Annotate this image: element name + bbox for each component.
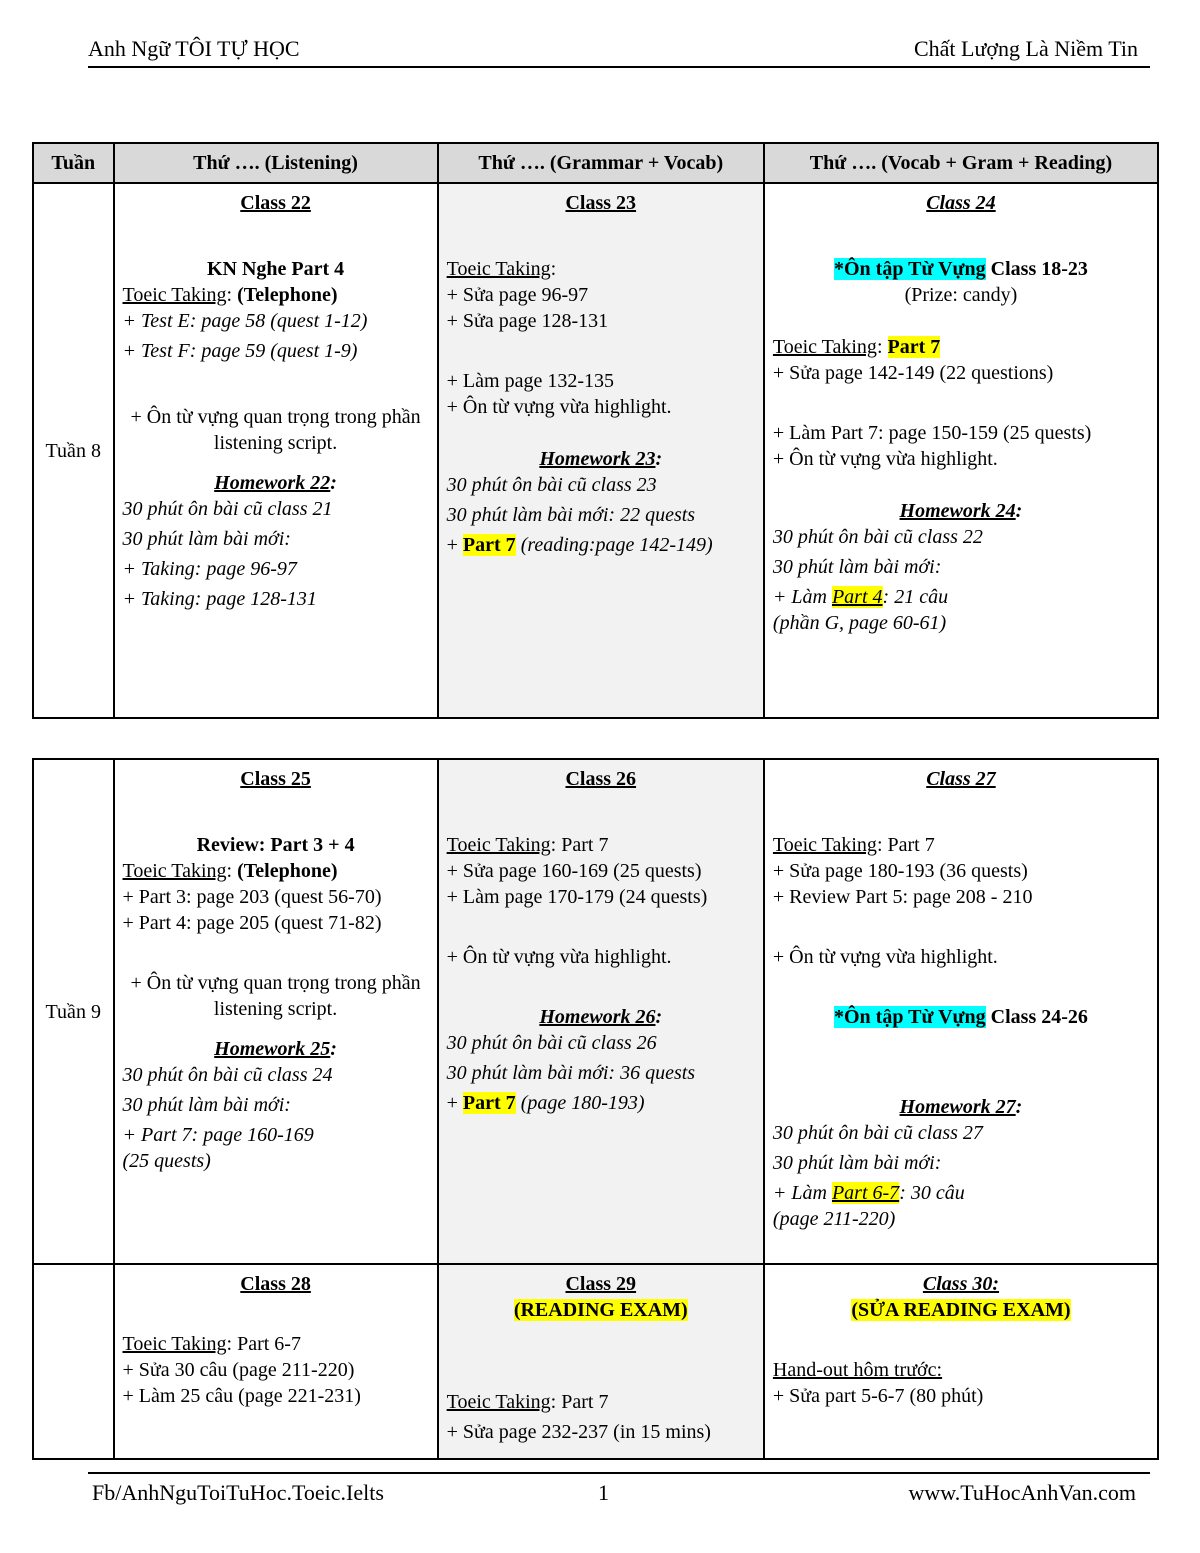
homework-title: Homework 24: xyxy=(899,500,1023,522)
class-title: Class 24 xyxy=(926,192,996,214)
schedule-table-week9 xyxy=(32,758,1159,1460)
page-header xyxy=(88,36,1150,68)
col-header-listening: Thứ …. (Listening) xyxy=(114,143,438,183)
taking-line: Toeic Taking: (Telephone) xyxy=(122,284,338,306)
class-title: Class 23 xyxy=(565,192,637,214)
footer-rule xyxy=(88,1472,1150,1474)
class-title: Class 29 xyxy=(565,1273,637,1295)
table-row xyxy=(33,759,1158,1264)
homework-title: Homework 27: xyxy=(899,1096,1023,1118)
col-header-reading: Thứ …. (Vocab + Gram + Reading) xyxy=(764,143,1158,183)
class-23-cell: Class 23 Toeic Taking: + Sửa page 96-97 + Sửa page 128-131 + Làm page 132-135 + Ôn từ vựng vừa highlight. Homework 23: 30 phút ôn bài cũ class 23 30 phút làm bài mới: 22 quests + Part 7 (reading:page 142-149) xyxy=(438,183,764,718)
class-29-cell: Class 29 (READING EXAM) Toeic Taking: Part 7 + Sửa page 232-237 (in 15 mins) xyxy=(438,1264,764,1459)
page-number: 1 xyxy=(598,1480,609,1505)
class-22-cell: Class 22 KN Nghe Part 4 Toeic Taking: (Telephone) + Test E: page 58 (quest 1-12) + Test F: page 59 (quest 1-9) + Ôn từ vựng quan trọng trong phần listening script. Homework 22: 30 phút ôn bài cũ class 21 30 phút làm bài mới: + Taking: page 96-97 + Taking: page 128-131 xyxy=(114,183,438,718)
week-label: Tuần 9 xyxy=(33,759,114,1264)
homework-title: Homework 22: xyxy=(214,472,337,494)
class-title: Class 30: xyxy=(922,1273,1000,1295)
header-brand: Anh Ngữ TÔI TỰ HỌC xyxy=(88,36,300,61)
homework-title: Homework 23: xyxy=(539,448,663,470)
class-25-cell: Class 25 Review: Part 3 + 4 Toeic Taking: (Telephone) + Part 3: page 203 (quest 56-70) + Part 4: page 205 (quest 71-82) + Ôn từ vựng quan trọng trong phần listening script. Homework 25: 30 phút ôn bài cũ class 24 30 phút làm bài mới: + Part 7: page 160-169 (25 quests) xyxy=(114,759,438,1264)
table-row xyxy=(33,183,1158,718)
header-slogan: Chất Lượng Là Niềm Tin xyxy=(913,36,1138,61)
class-30-cell: Class 30: (SỬA READING EXAM) Hand-out hôm trước: + Sửa part 5-6-7 (80 phút) xyxy=(764,1264,1158,1459)
class-27-cell: Class 27 Toeic Taking: Part 7 + Sửa page 180-193 (36 quests) + Review Part 5: page 208 - 210 + Ôn từ vựng vừa highlight. *Ôn tập Từ Vựng Class 24-26 Homework 27: 30 phút ôn bài cũ class 27 30 phút làm bài mới: + Làm Part 6-7: 30 câu (page 211-220) xyxy=(764,759,1158,1264)
table-row xyxy=(33,1264,1158,1459)
homework-title: Homework 26: xyxy=(539,1006,663,1028)
class-title: Class 26 xyxy=(565,768,637,790)
class-28-cell: Class 28 Toeic Taking: Part 6-7 + Sửa 30 câu (page 211-220) + Làm 25 câu (page 221-231) xyxy=(114,1264,438,1459)
class-24-cell: Class 24 *Ôn tập Từ Vựng Class 18-23 (Prize: candy) Toeic Taking: Part 7 + Sửa page 142-149 (22 questions) + Làm Part 7: page 150-159 (25 quests) + Ôn từ vựng vừa highlight. Homework 24: 30 phút ôn bài cũ class 22 30 phút làm bài mới: + Làm Part 4: 21 câu (phần G, page 60-61) xyxy=(764,183,1158,718)
week-label: Tuần 8 xyxy=(33,183,114,718)
table-header-row xyxy=(33,143,1158,183)
class-26-cell: Class 26 Toeic Taking: Part 7 + Sửa page 160-169 (25 quests) + Làm page 170-179 (24 quests) + Ôn từ vựng vừa highlight. Homework 26: 30 phút ôn bài cũ class 26 30 phút làm bài mới: 36 quests + Part 7 (page 180-193) xyxy=(438,759,764,1264)
homework-title: Homework 25: xyxy=(214,1038,337,1060)
week-label-empty xyxy=(33,1264,114,1459)
lesson-heading: KN Nghe Part 4 xyxy=(206,258,345,280)
class-title: Class 28 xyxy=(240,1273,311,1295)
col-header-grammar: Thứ …. (Grammar + Vocab) xyxy=(438,143,764,183)
class-title: Class 25 xyxy=(240,768,311,790)
schedule-table-week8 xyxy=(32,142,1159,719)
class-title: Class 27 xyxy=(926,768,996,790)
footer-facebook: Fb/AnhNguToiTuHoc.Toeic.Ielts xyxy=(92,1480,384,1505)
class-title: Class 22 xyxy=(240,192,311,214)
footer-website: www.TuHocAnhVan.com xyxy=(908,1480,1136,1505)
col-header-week: Tuần xyxy=(33,143,114,183)
